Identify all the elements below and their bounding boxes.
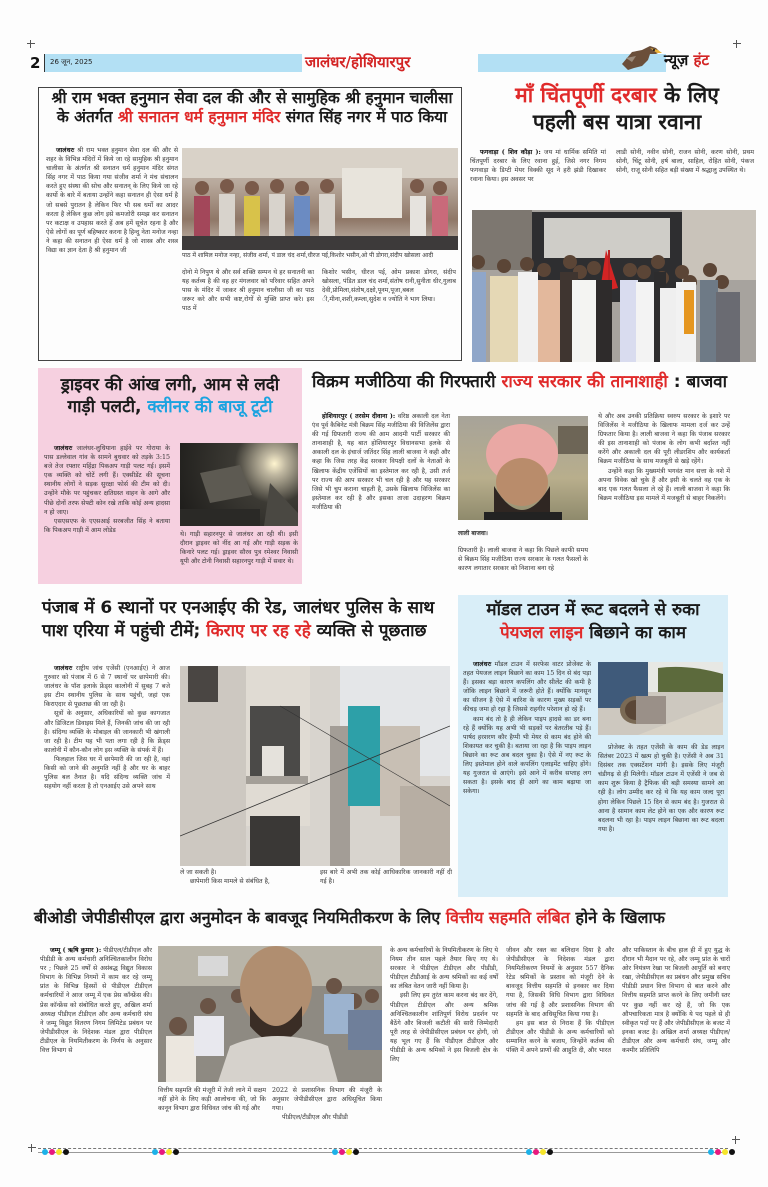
story4-photo-caption: लाली बाजवा। xyxy=(458,530,488,537)
story1-photo-group xyxy=(182,148,458,250)
story4-column-1: होशियारपुर ( तरसेम दीवाना ): वरिष्ठ अकाली दल नेता एंव पूर्व कैबिनेट मंत्री बिक्रम सिंह मजीठिया की विजिलेंस द्वारा की गई ग्रिफतारी राज्य की आम आदमी पार्टी सरकार की तानाशाही है, यह बात होशियारपुर विधानसभा हलके से अकाली दल के इंचार्ज जतिंदर सिंह लाली बाजवा ने कही और कहा कि जिस तरह केंद्र सरकार विपक्षी दलों के नेताओं के खिलाफ केंद्रीय एजेंसियों का इस्तेमाल कर रही है, उसी तर्ज पर राज्य की आप सरकार भी चल रही है और यह सरकार जिसे भी चुप कराना चाहती है, उसके खिलाफ विजिलेंस का इस्तेमाल कर रही है और इसका ताजा उदाहरण बिक्रम मजीठिया की xyxy=(312,413,450,511)
color-registration-marks xyxy=(42,1149,69,1155)
story6-column-2: प्रोजेक्ट के तहत एजेंसी के काम की डेड लाइन सितंबर 2023 में खत्म हो चुकी है। एजेंसी ने अब 31 दिसंबर तक एक्सटेंशन मांगी है। इसके लिए मंजूरी चंडीगढ़ से ही मिलेगी। मॉडल टाउन में एजेंसी ने जब से काम शुरू किया है ट्रैफिक की बड़ी समस्या सामने आ रही है। लोग उम्मीद कर रहे थे कि यह काम जल्द पूरा होगा लेकिन पिछले 15 दिन से काम बंद है। गुजरात से आना है सामान काम लेट होने का एक और कारण रूट बदलना भी रहा है। पाइप लाइन बिछाना का रूट बदला गया है। xyxy=(598,744,724,833)
story3-column-1: जालंधरः जालंधर-लुधियाना हाईवे पर गोराया के पास डल्लेवाल गांव के सामने बुधवार को तड़के 3:15 बजे तेज रफ्तार महिंद्रा पिकअप गाड़ी पलट गई। इसमें एक व्यक्ति को चोटें लगी हैं। एक्सीडेंट की सूचना स्थानीय लोगों ने सड़क सुरक्षा फोर्स की टीम को दी। उन्होंने मौके पर पहुंचकर क्षतिग्रस्त वाहन के आगे और पीछे दोनों तरफ सेफ्टी कोन रखे ताकि कोई अन्य हादसा न हो जाए। एसएसएफ के एएसआई सरबजीत सिंह ने बताया कि पिकअप गाड़ी में आम लोडेड xyxy=(44,445,170,534)
footer-dashed-rule xyxy=(38,1148,728,1149)
story6-photo-pipes xyxy=(598,662,723,735)
story2-column-1: फगवाड़ा ( शिव कौड़ा ): जय मां धार्मिक समिति मां चिंतपूर्णी दरबार के लिए रवाना हुई, जिसे नगर निगम फगवाड़ा के डिप्टी मेयर विक्की सूद ने हरी झंडी दिखाकर रवाना किया। इस अवसर पर xyxy=(470,149,606,184)
story3-column-2: थे। गाड़ी सहारनपुर से जालंधर आ रही थी। इसी दौरान ड्राइवर को नींद आ गई और गाड़ी सड़क के किनारे पलट गई। ड्राइवर सौरव पुत्र रमेश्वर निवासी यूपी और टोनी निवासी सहारनपुर गाड़ी में सवार थे। xyxy=(180,531,298,566)
story6-column-1: जालंधरः मॉडल टाउन में सरफेस वाटर प्रोजेक्ट के तहत पेयजल लाइन बिछाने का काम 15 दिन से बंद पड़ा हैं। इसका बड़ा कारण कपलिंग और सीलेंट की कमी है जोकि लाइन बिछाने में जरूरी होते हैं। क्योंकि मानसून का सीजन है ऐसे में बारिश के कारण मुख्य सड़कों पर कीचड़ जमा हो रहा है जिससे राहगीर परेशान हो रहे हैं। काम बंद तो है ही लेकिन पाइप हादसे का डर बना रहे हैं क्योंकि यह अभी भी सड़कों पर बेतरतीब पड़े हैं। पार्षद हरशरण कौर हैप्पी भी मेयर से काम बंद होने की शिकायत कर चुकी है। बताया जा रहा है कि पाइप लाइन बिछाने का रूट अब बदल चुका है। ऐसे में नए रूट के लिए इस्तेमाल होने वाले कपलिंग एलाइमेंट चाहिए होंगे। यह गुजरात से आएंगे। इसे आने में करीब सप्ताह लग सकता है। इसके बाद ही आगे का काम बढ़ाया जा सकेगा। xyxy=(463,661,591,796)
story7-photo-protest xyxy=(158,946,382,1082)
section-title: जालंधर/होशियारपुर xyxy=(305,53,411,71)
crop-mark-bottom-right xyxy=(732,1136,740,1144)
story7-column-3: 2022 से प्रशासनिक विभाग की मंजूरी के अनुसार जेपीडीसीएल द्वारा अधिसूचित किया गया। पीडीएल/टीडीएल और पीडीडी xyxy=(272,1087,382,1122)
story5-column-1: जालंधरः राष्ट्रीय जांच एजेंसी (एनआईए) ने आज गुरुवार को पंजाब में 6 से 7 स्थानों पर छापेमारी की। जालंधर के पॉश इलाके फ्रेंड्स कालोनी में सुबह 7 बजे इस टीम स्थानीय पुलिस के साथ पहुंची, जहां एक किराएदार से पूछताछ की जा रही है। सूत्रों के अनुसार, अधिकारियों को कुछ कागजात और डिजिटल डिवाइस मिले हैं, जिनकी जांच की जा रही है। संदिग्ध व्यक्ति के मोबाइल की जानकारी भी खंगाली जा रही है। टीम यह भी पता लगा रही है कि फ्रेंड्स कालोनी में कौन-कौन लोग इस व्यक्ति के संपर्क में हैं। फिलहाल जिस घर में छापेमारी की जा रही है, वहां किसी को जाने की अनुमति नहीं है और घर के बाहर पुलिस बल तैनात है। यदि संदिग्ध व्यक्ति जांच में सहयोग नहीं करता है तो एनआईए उसे अपने साथ xyxy=(44,665,170,791)
color-registration-marks xyxy=(526,1149,553,1155)
story5-headline[interactable]: पंजाब में 6 स्थानों पर एनआईए की रेड, जालंधर पुलिस के साथ पाश एरिया में पहुंची टीमें; किराए पर रह रहे व्यक्ति से पूछताछ xyxy=(42,598,435,641)
story4-headline[interactable]: विक्रम मजीठिया की गिरफ्तारी राज्य सरकार की तानाशाही : बाजवा xyxy=(312,372,728,392)
story5-photo-building xyxy=(180,666,450,866)
story4-column-2: ग्रिफतारी है। लाली बाजवा ने कहा कि पिछले काफी समय से बिक्रम सिंह मजीठिया राज्य सरकार के गलत फैसलों के कारण लगातार सरकार को निशाना बना रहे xyxy=(458,547,588,573)
header-date: 26 जून, 2025 xyxy=(50,58,93,66)
logo-text: न्यूज़ हंट xyxy=(664,51,710,69)
crop-mark-bottom-left xyxy=(28,1144,36,1152)
story6-headline[interactable]: मॉडल टाउन में रूट बदलने से रुका पेयजल लाइन बिछाने का काम xyxy=(486,600,700,643)
story3-photo-accident xyxy=(180,443,298,526)
story1-column-1: जालंधरः श्री राम भक्त हनुमान सेवा दल की और से शहर के विभिन्न मंदिरों में किये जा रहे सामुहिक श्री हनुमान चालीसा के अंतर्गत श्री सनातन धर्म हनुमान मंदिर संगत सिंह नगर में पाठ किया गया संजीव शर्मा ने मंच संचालन करते हुए संस्था की सोच और सनातन् के लिए किये जा रहे कार्यो के बारे में बताया उन्होंने कहा सनातन ही ऐसा धर्म है जो सबसे पुरातन है लेकिन फिर भी सब धर्मो का आदर करता है लेकिन कुछ लोग इसे कमजोरी समझ कर सनातन पर कटाक्ष व उपहास करते हें अब हमें सूचेत रहना है और ऐसे लोगों का पूर्ण बहिष्कार करना है हिन्दु नेता मनोज नन्हा ने कहा की सनातन ही ऐसा धर्म है जो शास्त्र और शस्त्र विद्या का ज्ञान देता है श्री हनुमान जी xyxy=(46,147,178,255)
story7-column-1: जम्मू ( ऋषि कुमार ): पीडीएल/टीडीएल और पीडीडी के अन्य कर्मचारी अनिश्चितकालीन विरोध पर ; पिछले 25 वर्षों से असंबद्ध विद्युत विकास विभाग के विभिन्न निगमों में काम कर रहे जम्मू प्रांत के विभिन्न हिस्सों से पीडीएल टीडीएल कर्मचारियों ने आज जम्मू में एक प्रेस कॉन्फ्रेंस की। प्रेस कॉन्फ्रेंस को संबोधित करते हुए, अखिल शर्मा अध्यक्ष पीडीएल टीडीएल और अन्य कर्मचारी संघ ने जम्मू विद्युत वितरण निगम लिमिटेड प्रबंधन पर जेपीडीसीएल के निदेशक मंडल द्वारा पीडीएल टीडीएल के नियमितीकरण के निर्णय के अनुसार वित्त विभाग से xyxy=(40,947,152,1055)
story4-column-3: थे और अब उनकी प्रतिक्रिया स्वरुप सरकार के इशारे पर विजिलेंस ने मजीठिया के खिलाफ मामला दर्ज कर उन्हें ग्रिफतार किया है। लाली बाजवा ने कहा कि पंजाब सरकार की इस तानाशाही को पंजाब के लोग कभी बर्दाश्त नहीं करेंगे और अकाली दल की पूरी लीडरशिप और कार्यकर्ता बिक्रम मजीठिया के साथ मजबूती से खड़े रहेंगे। उन्होंने कहा कि मुख्यमंत्री भगवंत मान सत्ता के नशे में अपना विवेक खो चुके हैं और इसी के चलते वह एक के बाद एक गलत फैसला ले रहे हैं। लाली बाजवा ने कहा कि बिक्रम मजीठिया इस मामले में मजबूती से बाहर निकलेंगे। xyxy=(598,413,730,502)
footer-solid-rule xyxy=(38,1152,728,1153)
eagle-icon xyxy=(620,44,664,72)
story1-photo-caption: पाठ में शामिल मनोज नन्हा, संजीव शर्मा, पं डाल चंद शर्मा,धीरज पई,किशोर भसीन,ओ पी डोगरा,संदीप खोसला आदी xyxy=(182,252,434,259)
color-registration-marks xyxy=(332,1149,359,1155)
story7-headline[interactable]: बीओडी जेपीडीसीएल द्वारा अनुमोदन के बावजूद नियमितीकरण के लिए वित्तीय सहमति लंबित होने के खिलाफ xyxy=(34,908,665,927)
story7-column-6: और पाकिस्तान के बीच हाल ही में हुए युद्ध के दौरान भी मैदान पर रहे, और जम्मू प्रांत के चारों ओर नियंत्रण रेखा पर बिजली आपूर्ति को बनाए रखा, जेपीडीसीएल का प्रबंधन और प्रमुख सचिव पीडीडी प्रधान वित्त विभाग से बात करने और वित्तीय सहमति प्राप्त करने के लिए जमीनी स्तर पर कुछ नहीं कर रहे हैं, जो कि एक औपचारिकता मात्र है क्योंकि ये पद पहले से ही स्वीकृत पदों पर हैं और जेपीडीसीएल के बजट में इनका बजट है। अखिल शर्मा अध्यक्ष पीडीएल/टीडीएल और अन्य कर्मचारी संघ, जम्मू और कश्मीर प्रतिलिपि xyxy=(622,947,730,1055)
story5-column-2: ले जा सकती है। छापेमारी किस मामले से संबंधित है, xyxy=(180,869,270,886)
newspaper-logo[interactable] xyxy=(620,44,768,74)
color-registration-marks xyxy=(152,1149,179,1155)
story4-photo-lali-bajwa xyxy=(458,416,588,520)
story7-column-4: के अन्य कर्मचारियों के नियमितीकरण के लिए ये नियम तीन साल पहले तैयार किए गए थे। सरकार ने पीडीएल टीडीएल और पीडीडी, पीडीएल टीडीआई के अन्य श्रमिकों का कई वर्षों का लंबित वेतन जारी नहीं किया है। इसी लिए हम तुरंत काम करना बंद कर देंगे, पीडीएल टीडीएल और अन्य श्रमिक अनिश्चितकालीन शांतिपूर्ण विरोध प्रदर्शन पर बैठेंगे और बिजली कटौती की सारी जिम्मेदारी पूरी तरह से जेपीडीसीएल प्रबंधन पर होगी, जो यह भूल गए हैं कि पीडीएल टीडीएल और पीडीडी के अन्य श्रमिकों ने इस बिजली क्षेत्र के लिए xyxy=(390,947,498,1064)
story5-column-3: इस बारे में अभी तक कोई आधिकारिक जानकारी नहीं दी गई है। xyxy=(320,869,452,886)
story2-photo-bus-departure xyxy=(472,210,756,362)
story1-headline[interactable]: श्री राम भक्त हनुमान सेवा दल की और से सामुहिक श्री हनुमान चालीसा के अंतर्गत श्री सनातन धर्म हनुमान मंदिर संगत सिंह नगर में पाठ किया xyxy=(51,89,453,127)
color-registration-marks xyxy=(708,1149,735,1155)
story7-column-5: जीवन और रक्त का बलिदान दिया है और जेपीडीसीएल के निदेशक मंडल द्वारा नियमितीकरण नियमों के अनुसार 557 दैनिक रेटेड श्रमिकों के प्रस्ताव को मंजूरी देने के बावजूद वित्तीय सहमति से इनकार कर दिया गया है, जिसकी विधि विभाग द्वारा विधिवत जांच की गई है और प्रशासनिक विभाग की सहमति के बाद अधिसूचित किया गया है। हम इस बात से निराश हैं कि पीडीएल टीडीएल और पीडीडी के अन्य कर्मचारियों को सम्मानित करने के बजाय, जिन्होंने कर्तव्य की पंक्ति में अपने प्राणों की आहुति दी, और भारत xyxy=(506,947,614,1055)
story1-column-2: दोनो मे निपुण थे और सर्व शक्ति सम्पन थे हर सनातनी का यह कर्तव्य है की वह हर मंगलवार को परिवार सहित अपने पास के मंदिर में जाकर श्री हनुमान चालीसा जी का पाठ जरूर करे और सभी कष्ट,रोगों से मुक्ति प्राप्त करे। इस पाठ में xyxy=(182,269,314,313)
story3-headline[interactable]: ड्राइवर की आंख लगी, आम से लदी गाड़ी पलटी, क्लीनर की बाजू टूटी xyxy=(60,375,280,418)
crop-mark-top-left xyxy=(27,40,35,48)
story1-column-3: किशोर भसीन, धीरज पई, ओम प्रकाश डोगरा, संदीप खोसला, पंडित डाल चंद शर्मा,संतोष रानी,सुनीता धीर,गुलाब देवी,प्रोमिला,संतोष,दक्षो,पूनम,पूजा,बबल ी,मीना,शशी,कम्ला,सुदेश व ज्योति ने भाग लिया। xyxy=(322,269,456,304)
page-number: 2 xyxy=(30,54,41,72)
story2-headline[interactable]: माँ चिंतपूर्णी दरबार के लिए पहली बस यात्रा रवाना xyxy=(515,83,719,135)
story2-column-2: लाडी सोनी, नवीन सोनी, राजन सोनी, करण सोनी, प्रथम सोनी, चिंटू सोनी, हर्ष बाला, साहिल, रोहित सोनी, पंकज सोनी, राजू सोनी सहित बड़ी संख्या में श्रद्धालु उपस्थित थे। xyxy=(616,149,754,175)
story7-column-2: वित्तीय सहमति की मंजूरी में तेजी लाने में सक्षम नहीं होने के लिए कड़ी आलोचना की, जो कि कानून विभाग द्वारा विधिवत जांच की गई और xyxy=(158,1087,266,1113)
